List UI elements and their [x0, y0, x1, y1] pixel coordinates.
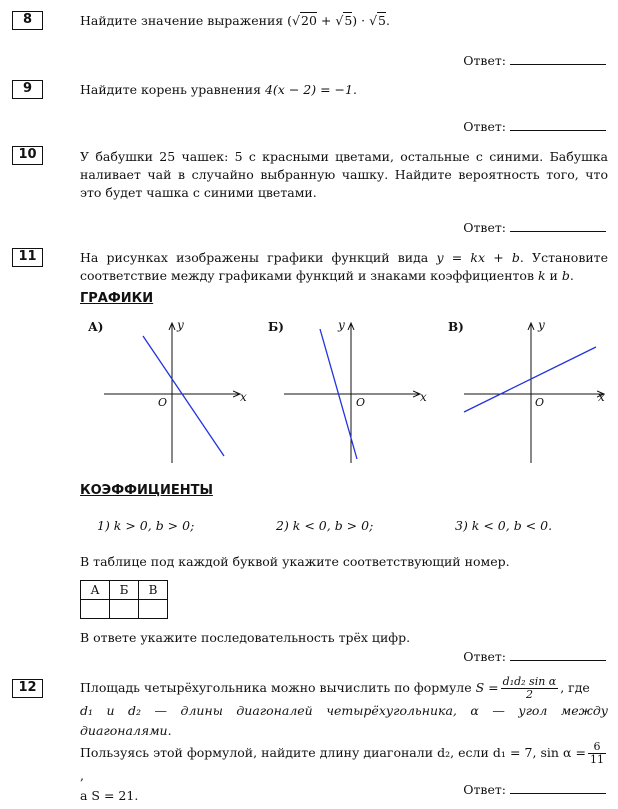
task-number-10: 10: [12, 146, 43, 165]
coefficient-option-3: 3) k < 0, b < 0.: [455, 518, 553, 533]
graph-c-label: В): [448, 320, 464, 334]
graphs-figure: [80, 315, 610, 465]
task-9-text: Найдите корень уравнения 4(x − 2) = −1.: [80, 82, 357, 97]
graph-a-origin: O: [158, 396, 168, 409]
answer-line[interactable]: [510, 52, 606, 65]
answer-field-9: Ответ:: [463, 118, 606, 134]
graph-a-line: [143, 336, 224, 456]
table-cell-a[interactable]: [81, 600, 110, 619]
answer-field-11: Ответ:: [463, 648, 606, 664]
table-header-b: Б: [110, 581, 139, 600]
graph-b-x-label: x: [420, 390, 427, 404]
graph-c-origin: O: [535, 396, 545, 409]
task-number-11: 11: [12, 248, 43, 267]
task-10-text: У бабушки 25 чашек: 5 с красными цветами, остальные с синими. Бабушка наливает чай в случайно выбранную чашку. Найдите вероятность того, что это будет чашка с синими цветами.: [80, 149, 608, 200]
coefficients-heading: КОЭФФИЦИЕНТЫ: [80, 483, 213, 498]
graph-a: [104, 323, 240, 463]
task-8-text: Найдите значение выражения (√20 + √5) · √5.: [80, 13, 390, 28]
graph-c-y-label: y: [538, 318, 545, 332]
task-12-formula-fraction: $\frac{\text{d₁d₂ sin α}}{2}$: [502, 675, 557, 701]
table-cell-b[interactable]: [110, 600, 139, 619]
graph-c-line: [464, 347, 596, 412]
answer-field-8: Ответ:: [463, 52, 606, 68]
answer-field-12: Ответ:: [463, 781, 606, 797]
graph-a-y-label: y: [177, 318, 184, 332]
answer-line[interactable]: [510, 648, 606, 661]
coefficient-option-2: 2) k < 0, b > 0;: [276, 518, 374, 533]
answer-line[interactable]: [510, 219, 606, 232]
answer-line[interactable]: [510, 118, 606, 131]
task-12-sin-fraction: $\frac{6}{11}$: [590, 740, 604, 766]
task-number-8: 8: [12, 11, 43, 30]
graph-c: [464, 323, 604, 463]
graph-b: [284, 323, 420, 463]
table-header-a: А: [81, 581, 110, 600]
graph-b-origin: O: [356, 396, 366, 409]
graph-a-x-label: x: [240, 390, 247, 404]
graph-b-y-label: y: [338, 318, 345, 332]
graphs-heading: ГРАФИКИ: [80, 291, 154, 306]
graph-b-label: Б): [268, 320, 284, 334]
task-12-text: Площадь четырёхугольника можно вычислить по формуле S = $\frac{\text{d₁d₂ sin α}}{2}$ , где d₁ и d₂ — длины диагоналей четырёхугольника, α — угол между диагоналями. Пользуясь этой формулой, найдите длину диагонали d₂, если d₁ = 7, sin α = $\frac{6}{11}$ , а S = 21.: [80, 675, 608, 803]
task-number-9: 9: [12, 80, 43, 99]
task-8-expression: (√20 + √5) · √5.: [287, 13, 390, 28]
table-cell-c[interactable]: [139, 600, 168, 619]
answer-table: [80, 580, 168, 619]
graph-a-label: А): [88, 320, 104, 334]
coefficient-option-1: 1) k > 0, b > 0;: [97, 518, 195, 533]
task-number-12: 12: [12, 679, 43, 698]
graph-c-x-label: x: [598, 390, 605, 404]
task-11-text: На рисунках изображены графики функций вида y = kx + b. Установите соответствие между графиками функций и знаками коэффициентов k и b.: [80, 250, 608, 283]
table-header-c: В: [139, 581, 168, 600]
answer-field-10: Ответ:: [463, 219, 606, 235]
table-instruction: В таблице под каждой буквой укажите соответствующий номер.: [80, 554, 510, 569]
task-9-equation: 4(x − 2) = −1.: [264, 82, 357, 97]
answer-line[interactable]: [510, 781, 606, 794]
sequence-instruction: В ответе укажите последовательность трёх цифр.: [80, 630, 411, 645]
